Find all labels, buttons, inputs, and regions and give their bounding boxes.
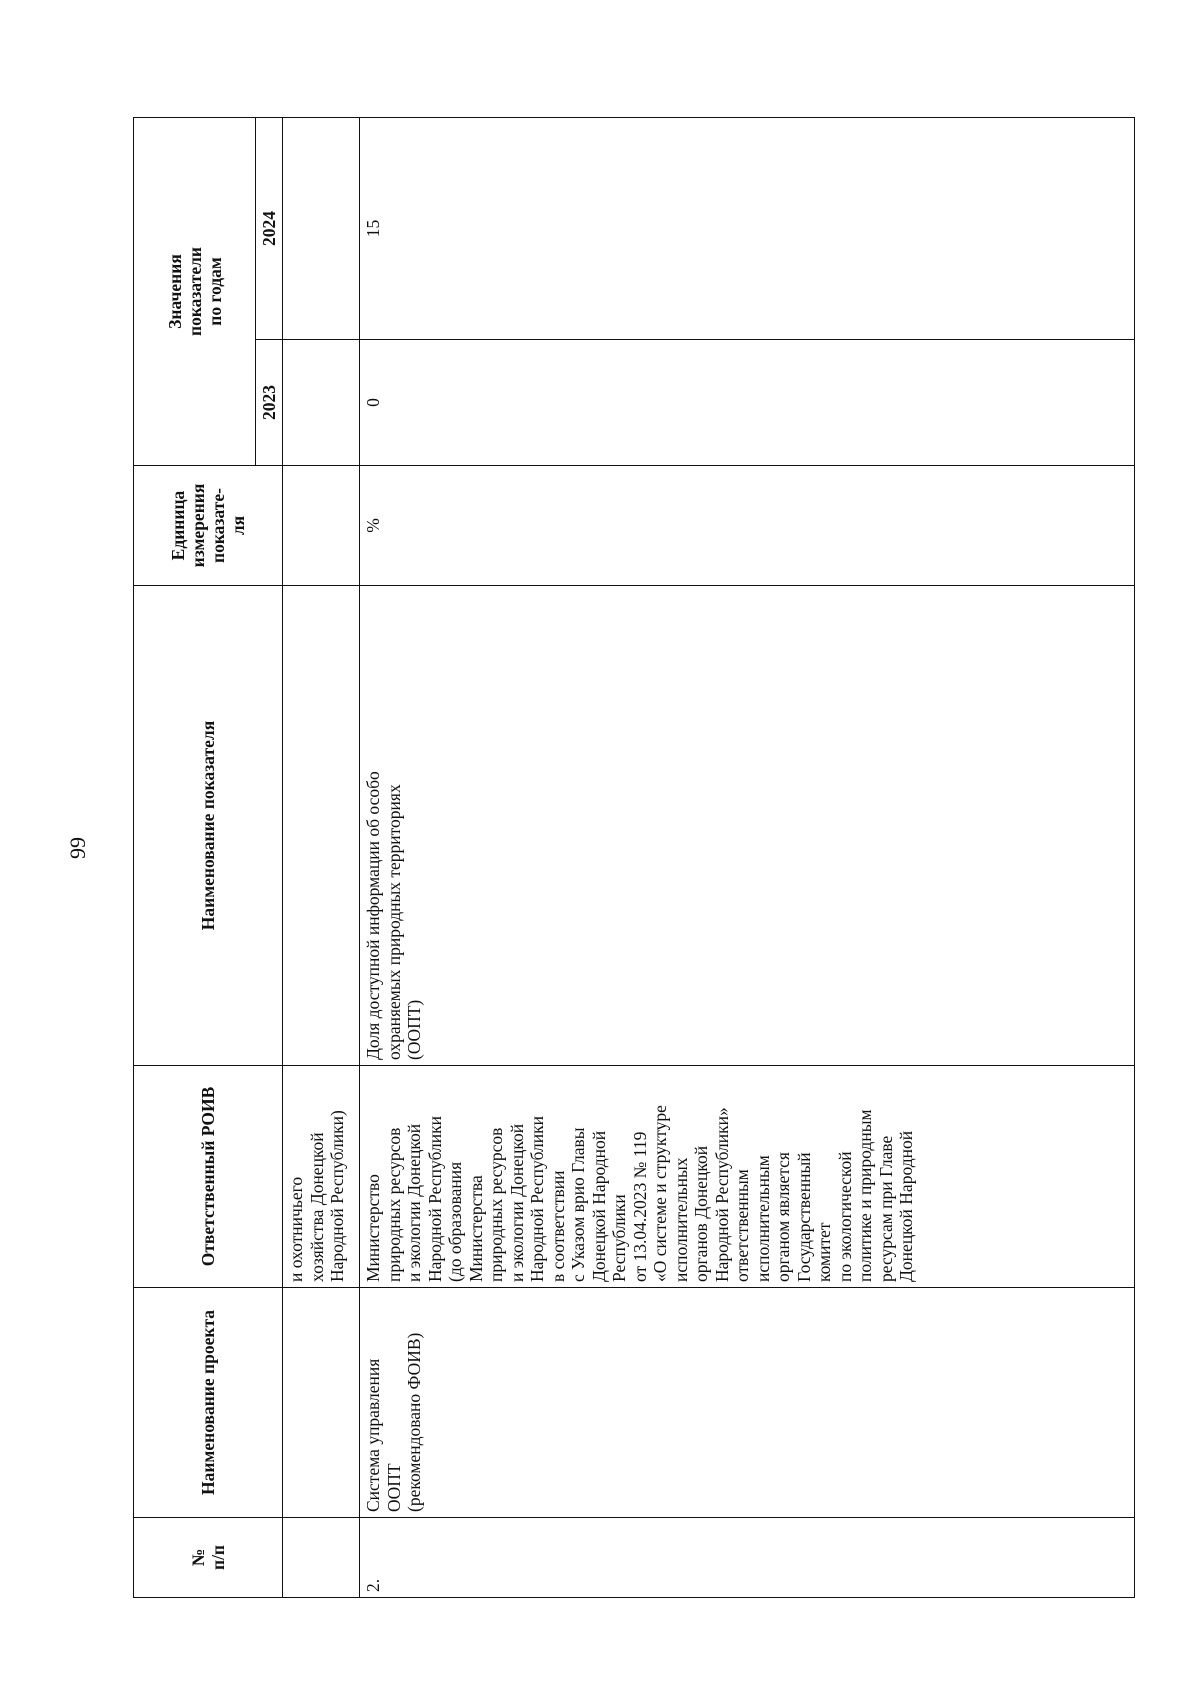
cell-unit (283, 466, 360, 586)
header-num: № п/п (134, 1518, 283, 1598)
cell-2024 (283, 118, 360, 340)
cell-roiv: и охотничьего хозяйства Донецкой Народной Республики) (283, 1066, 360, 1288)
cell-indicator: Доля доступной информации об особо охраняемых природных территориях (ООПТ) (360, 586, 1135, 1066)
header-roiv: Ответственный РОИВ (134, 1066, 283, 1288)
cell-project (283, 1288, 360, 1518)
header-unit: Единица измерения показате- ля (134, 466, 283, 586)
cell-roiv: Министерство природных ресурсов и экологии Донецкой Народной Республики (до образования Министерства природных ресурсов и экологии Донецкой Народной Республики в соответствии с Указом врио Главы Донецкой Народной Республики от 13.04.2023 № 119 «О системе и структуре исполнительных органов Донецкой Народной Республики» ответственным исполнительным органом является Государственный комитет по экологической политике и природным ресурсам при Главе Донецкой Народной (360, 1066, 1135, 1288)
cell-unit: % (360, 466, 1135, 586)
cell-indicator (283, 586, 360, 1066)
header-year-2023: 2023 (256, 340, 283, 466)
cell-num (283, 1518, 360, 1598)
header-values-by-year: Значения показатели по годам (134, 118, 256, 466)
cell-num: 2. (360, 1518, 1135, 1598)
header-year-2024: 2024 (256, 118, 283, 340)
header-project: Наименование проекта (134, 1288, 283, 1518)
rotated-table-container (133, 118, 1105, 1598)
cell-2023 (283, 340, 360, 466)
cell-2023: 0 (360, 340, 1135, 466)
cell-project: Система управления ООПТ (рекомендовано ФОИВ) (360, 1288, 1135, 1518)
cell-2024: 15 (360, 118, 1135, 340)
table-row-continuation (283, 118, 360, 1598)
page-number: 99 (65, 837, 90, 859)
header-indicator: Наименование показателя (134, 586, 283, 1066)
indicators-table (133, 117, 1135, 1598)
table-row (360, 118, 1135, 1598)
